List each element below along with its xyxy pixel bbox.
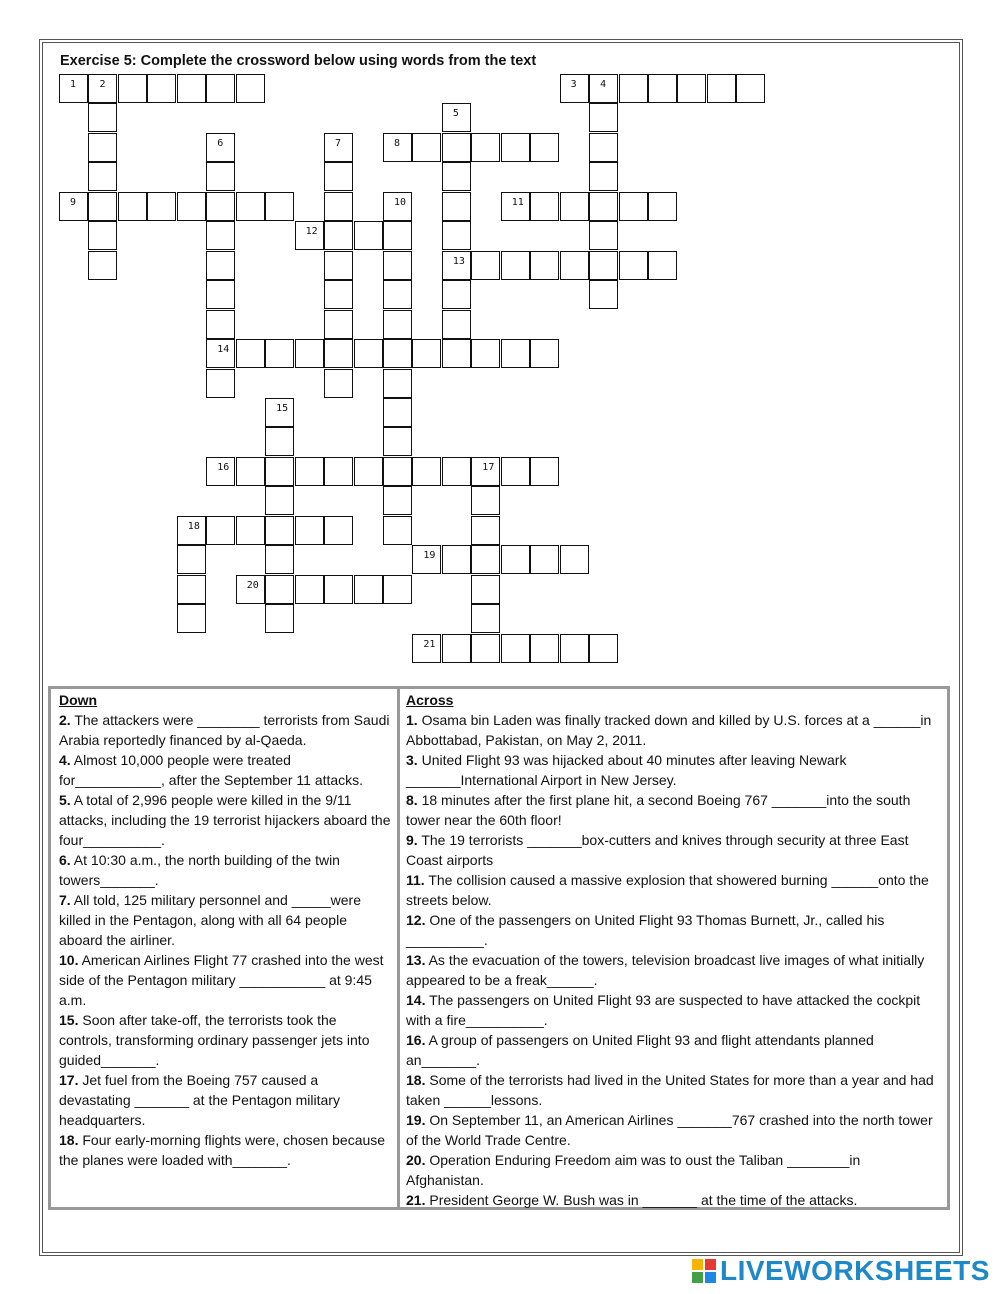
crossword-cell[interactable] bbox=[295, 457, 324, 486]
across-clues bbox=[406, 690, 941, 1210]
crossword-cell[interactable] bbox=[412, 457, 441, 486]
crossword-cell[interactable] bbox=[589, 221, 618, 250]
across-clue bbox=[406, 830, 941, 870]
crossword-cell[interactable] bbox=[177, 545, 206, 574]
crossword-cell[interactable] bbox=[442, 192, 471, 221]
down-clues bbox=[59, 690, 391, 1170]
crossword-cell[interactable] bbox=[206, 74, 235, 103]
across-clue bbox=[406, 870, 941, 910]
crossword-cell[interactable] bbox=[383, 486, 412, 515]
clues-divider bbox=[397, 686, 400, 1210]
crossword-cell[interactable] bbox=[383, 280, 412, 309]
across-clue bbox=[406, 1070, 941, 1110]
clue-text: 18 minutes after the first plane hit, a second Boeing 767 _______into the south tower near the 60th floor! bbox=[406, 792, 911, 828]
crossword-cell[interactable] bbox=[206, 221, 235, 250]
crossword-cell[interactable] bbox=[471, 575, 500, 604]
crossword-cell[interactable] bbox=[354, 457, 383, 486]
clue-text: The collision caused a massive explosion that showered burning ______onto the streets below. bbox=[406, 872, 929, 908]
clue-number: 15 bbox=[276, 402, 289, 414]
clue-text: Soon after take-off, the terrorists took the controls, transforming ordinary passenger jets into guided_______. bbox=[59, 1012, 370, 1068]
clue-label: 21. bbox=[406, 1192, 426, 1208]
crossword-cell[interactable] bbox=[589, 634, 618, 663]
clue-number: 12 bbox=[305, 226, 318, 238]
crossword-cell[interactable] bbox=[736, 74, 765, 103]
crossword-cell[interactable] bbox=[265, 427, 294, 456]
clue-number: 2 bbox=[99, 79, 106, 90]
crossword-cell[interactable] bbox=[471, 486, 500, 515]
crossword-cell[interactable] bbox=[236, 74, 265, 103]
crossword-cell[interactable] bbox=[177, 74, 206, 103]
crossword-cell[interactable] bbox=[324, 516, 353, 545]
crossword-cell[interactable] bbox=[501, 545, 530, 574]
crossword-cell[interactable] bbox=[471, 339, 500, 368]
across-clue bbox=[406, 990, 941, 1030]
crossword-cell[interactable] bbox=[648, 192, 677, 221]
crossword-cell[interactable] bbox=[471, 251, 500, 280]
down-clue bbox=[59, 850, 391, 890]
crossword-cell[interactable] bbox=[383, 251, 412, 280]
logo-square bbox=[705, 1272, 716, 1283]
clue-number: 4 bbox=[600, 79, 607, 90]
crossword-cell[interactable] bbox=[501, 457, 530, 486]
crossword-cell[interactable] bbox=[471, 545, 500, 574]
down-clue bbox=[59, 1010, 391, 1070]
down-clue bbox=[59, 710, 391, 750]
crossword-cell[interactable] bbox=[59, 74, 88, 103]
crossword-cell[interactable] bbox=[589, 162, 618, 191]
clue-text: United Flight 93 was hijacked about 40 minutes after leaving Newark _______International Airport in New Jersey. bbox=[406, 752, 847, 788]
across-clue bbox=[406, 910, 941, 950]
crossword-cell[interactable] bbox=[560, 192, 589, 221]
clue-text: The 19 terrorists _______box-cutters and knives through security at three East Coast airports bbox=[406, 832, 909, 868]
crossword-cell[interactable] bbox=[501, 339, 530, 368]
crossword-cell[interactable] bbox=[295, 516, 324, 545]
crossword-cell[interactable] bbox=[383, 133, 412, 162]
crossword-cell[interactable] bbox=[118, 192, 147, 221]
down-clue bbox=[59, 750, 391, 790]
clue-label: 15. bbox=[59, 1012, 79, 1028]
clue-text: The attackers were ________ terrorists from Saudi Arabia reportedly financed by al-Qaeda. bbox=[59, 712, 390, 748]
crossword-cell[interactable] bbox=[589, 280, 618, 309]
clue-number: 8 bbox=[393, 137, 400, 149]
across-clue bbox=[406, 710, 941, 750]
crossword-cell[interactable] bbox=[236, 339, 265, 368]
clue-text: Some of the terrorists had lived in the United States for more than a year and had taken ______lessons. bbox=[406, 1072, 934, 1108]
logo-square bbox=[705, 1259, 716, 1270]
crossword-cell[interactable] bbox=[324, 221, 353, 250]
crossword-cell[interactable] bbox=[589, 103, 618, 132]
crossword-cell[interactable] bbox=[560, 74, 589, 103]
crossword-cell[interactable] bbox=[265, 604, 294, 633]
crossword-cell[interactable] bbox=[412, 634, 441, 663]
crossword-cell[interactable] bbox=[530, 457, 559, 486]
crossword-cell[interactable] bbox=[354, 221, 383, 250]
crossword-cell[interactable] bbox=[147, 74, 176, 103]
crossword-cell[interactable] bbox=[383, 369, 412, 398]
crossword-cell[interactable] bbox=[383, 339, 412, 368]
across-clue bbox=[406, 1030, 941, 1070]
crossword-cell[interactable] bbox=[619, 74, 648, 103]
crossword-cell[interactable] bbox=[324, 310, 353, 339]
clue-label: 18. bbox=[406, 1072, 426, 1088]
crossword-cell[interactable] bbox=[236, 192, 265, 221]
crossword-cell[interactable] bbox=[383, 516, 412, 545]
crossword-cell[interactable] bbox=[206, 310, 235, 339]
crossword-cell[interactable] bbox=[324, 575, 353, 604]
crossword-cell[interactable] bbox=[619, 251, 648, 280]
crossword-cell[interactable] bbox=[589, 192, 618, 221]
crossword-cell[interactable] bbox=[619, 192, 648, 221]
clue-number: 13 bbox=[452, 255, 465, 267]
clue-number: 6 bbox=[217, 137, 224, 149]
clue-text: On September 11, an American Airlines _______767 crashed into the north tower of the World Trade Centre. bbox=[406, 1112, 933, 1148]
crossword-cell[interactable] bbox=[324, 339, 353, 368]
crossword-cell[interactable] bbox=[442, 634, 471, 663]
crossword-cell[interactable] bbox=[471, 516, 500, 545]
crossword-cell[interactable] bbox=[530, 192, 559, 221]
crossword-cell[interactable] bbox=[530, 133, 559, 162]
clue-number: 9 bbox=[70, 196, 77, 208]
crossword-cell[interactable] bbox=[560, 251, 589, 280]
crossword-cell[interactable] bbox=[442, 103, 471, 132]
crossword-cell[interactable] bbox=[442, 280, 471, 309]
crossword-cell[interactable] bbox=[88, 162, 117, 191]
crossword-cell[interactable] bbox=[383, 427, 412, 456]
crossword-cell[interactable] bbox=[324, 251, 353, 280]
crossword-cell[interactable] bbox=[442, 310, 471, 339]
clue-label: 9. bbox=[406, 832, 418, 848]
clue-number: 16 bbox=[217, 461, 230, 473]
crossword-cell[interactable] bbox=[236, 575, 265, 604]
down-clue bbox=[59, 890, 391, 950]
logo-square bbox=[692, 1272, 703, 1283]
crossword-cell[interactable] bbox=[324, 133, 353, 162]
crossword-cell[interactable] bbox=[442, 545, 471, 574]
clue-text: Osama bin Laden was finally tracked down and killed by U.S. forces at a ______in Abbottabad, Pakistan, on May 2, 2011. bbox=[406, 712, 932, 748]
crossword-cell[interactable] bbox=[177, 516, 206, 545]
clue-label: 10. bbox=[59, 952, 79, 968]
crossword-cell[interactable] bbox=[501, 133, 530, 162]
clue-number: 14 bbox=[217, 344, 230, 356]
clue-label: 18. bbox=[59, 1132, 79, 1148]
clue-label: 14. bbox=[406, 992, 426, 1008]
crossword-cell[interactable] bbox=[295, 221, 324, 250]
clue-number: 1 bbox=[70, 79, 77, 90]
crossword-cell[interactable] bbox=[88, 103, 117, 132]
crossword-cell[interactable] bbox=[295, 339, 324, 368]
crossword-cell[interactable] bbox=[442, 457, 471, 486]
clue-label: 16. bbox=[406, 1032, 426, 1048]
crossword-cell[interactable] bbox=[589, 74, 618, 103]
clue-label: 3. bbox=[406, 752, 418, 768]
clue-text: Operation Enduring Freedom aim was to oust the Taliban ________in Afghanistan. bbox=[406, 1152, 861, 1188]
clue-text: Almost 10,000 people were treated for___________, after the September 11 attacks. bbox=[59, 752, 364, 788]
clue-number: 21 bbox=[423, 638, 436, 650]
crossword-cell[interactable] bbox=[442, 339, 471, 368]
clue-label: 17. bbox=[59, 1072, 79, 1088]
clue-label: 19. bbox=[406, 1112, 426, 1128]
crossword-cell[interactable] bbox=[206, 339, 235, 368]
crossword-cell[interactable] bbox=[59, 192, 88, 221]
clue-text: At 10:30 a.m., the north building of the twin towers_______. bbox=[59, 852, 340, 888]
clue-number: 5 bbox=[452, 108, 459, 120]
crossword-cell[interactable] bbox=[707, 74, 736, 103]
crossword-cell[interactable] bbox=[265, 516, 294, 545]
crossword-cell[interactable] bbox=[589, 133, 618, 162]
crossword-cell[interactable] bbox=[236, 516, 265, 545]
crossword-cell[interactable] bbox=[383, 457, 412, 486]
clue-label: 6. bbox=[59, 852, 71, 868]
crossword-cell[interactable] bbox=[265, 545, 294, 574]
crossword-cell[interactable] bbox=[412, 339, 441, 368]
crossword-cell[interactable] bbox=[471, 604, 500, 633]
clue-number: 18 bbox=[187, 520, 200, 532]
crossword-cell[interactable] bbox=[648, 74, 677, 103]
crossword-cell[interactable] bbox=[324, 369, 353, 398]
crossword-cell[interactable] bbox=[295, 575, 324, 604]
clue-text: Jet fuel from the Boeing 757 caused a devastating _______ at the Pentagon military headquarters. bbox=[59, 1072, 340, 1128]
crossword-cell[interactable] bbox=[354, 339, 383, 368]
crossword-cell[interactable] bbox=[324, 162, 353, 191]
crossword-cell[interactable] bbox=[442, 221, 471, 250]
crossword-cell[interactable] bbox=[324, 280, 353, 309]
clue-label: 8. bbox=[406, 792, 418, 808]
crossword-cell[interactable] bbox=[471, 457, 500, 486]
down-clue-list bbox=[59, 710, 391, 1170]
crossword-cell[interactable] bbox=[88, 221, 117, 250]
crossword-cell[interactable] bbox=[442, 133, 471, 162]
crossword-cell[interactable] bbox=[265, 486, 294, 515]
across-clue bbox=[406, 790, 941, 830]
clue-number: 17 bbox=[482, 461, 495, 473]
clue-label: 5. bbox=[59, 792, 71, 808]
crossword-cell[interactable] bbox=[265, 192, 294, 221]
crossword-cell[interactable] bbox=[383, 398, 412, 427]
clue-label: 20. bbox=[406, 1152, 426, 1168]
down-clue bbox=[59, 790, 391, 850]
clue-number: 7 bbox=[335, 137, 342, 149]
logo-square bbox=[692, 1259, 703, 1270]
exercise-title: Exercise 5: Complete the crossword below using words from the text bbox=[60, 53, 537, 69]
clue-label: 2. bbox=[59, 712, 71, 728]
clue-text: A total of 2,996 people were killed in the 9/11 attacks, including the 19 terrorist hijackers aboard the four__________. bbox=[59, 792, 391, 848]
crossword-cell[interactable] bbox=[560, 634, 589, 663]
crossword-cell[interactable] bbox=[88, 251, 117, 280]
across-clue-list bbox=[406, 710, 941, 1210]
crossword-cell[interactable] bbox=[177, 604, 206, 633]
crossword-cell[interactable] bbox=[206, 457, 235, 486]
crossword-cell[interactable] bbox=[471, 634, 500, 663]
clue-text: All told, 125 military personnel and _____were killed in the Pentagon, along with all 64 people aboard the airliner. bbox=[59, 892, 361, 948]
across-heading: Across bbox=[406, 692, 454, 708]
clue-label: 4. bbox=[59, 752, 71, 768]
crossword-cell[interactable] bbox=[501, 634, 530, 663]
clue-label: 13. bbox=[406, 952, 426, 968]
crossword-cell[interactable] bbox=[206, 162, 235, 191]
crossword-cell[interactable] bbox=[206, 251, 235, 280]
clue-number: 11 bbox=[511, 196, 524, 208]
clue-label: 7. bbox=[59, 892, 71, 908]
crossword-cell[interactable] bbox=[265, 457, 294, 486]
crossword-cell[interactable] bbox=[206, 369, 235, 398]
crossword-cell[interactable] bbox=[88, 192, 117, 221]
crossword-cell[interactable] bbox=[412, 133, 441, 162]
across-clue bbox=[406, 750, 941, 790]
crossword-cell[interactable] bbox=[265, 398, 294, 427]
logo-icon bbox=[692, 1259, 716, 1283]
liveworksheets-logo bbox=[692, 1255, 990, 1287]
crossword-cell[interactable] bbox=[560, 545, 589, 574]
clue-text: A group of passengers on United Flight 93 and flight attendants planned an_______. bbox=[406, 1032, 874, 1068]
crossword-cell[interactable] bbox=[501, 251, 530, 280]
crossword-cell[interactable] bbox=[88, 74, 117, 103]
clue-text: President George W. Bush was in _______ at the time of the attacks. bbox=[425, 1192, 858, 1208]
crossword-cell[interactable] bbox=[206, 192, 235, 221]
crossword-cell[interactable] bbox=[442, 251, 471, 280]
crossword-cell[interactable] bbox=[530, 545, 559, 574]
down-clue bbox=[59, 1070, 391, 1130]
clue-number: 19 bbox=[423, 550, 436, 562]
crossword-cell[interactable] bbox=[530, 339, 559, 368]
crossword-cell[interactable] bbox=[471, 133, 500, 162]
crossword-cell[interactable] bbox=[530, 251, 559, 280]
crossword-cell[interactable] bbox=[177, 192, 206, 221]
clue-text: The passengers on United Flight 93 are suspected to have attacked the cockpit with a fire__________. bbox=[406, 992, 921, 1028]
crossword-cell[interactable] bbox=[265, 339, 294, 368]
clue-number: 20 bbox=[246, 579, 259, 591]
crossword-cell[interactable] bbox=[177, 575, 206, 604]
down-heading: Down bbox=[59, 692, 98, 708]
crossword-cell[interactable] bbox=[648, 251, 677, 280]
crossword-cell[interactable] bbox=[530, 634, 559, 663]
across-clue bbox=[406, 950, 941, 990]
crossword-cell[interactable] bbox=[206, 133, 235, 162]
crossword-cell[interactable] bbox=[265, 575, 294, 604]
logo-text: LIVEWORKSHEETS bbox=[720, 1255, 990, 1286]
clue-text: One of the passengers on United Flight 93 Thomas Burnett, Jr., called his __________. bbox=[406, 912, 885, 948]
across-clue bbox=[406, 1190, 941, 1210]
crossword-cell[interactable] bbox=[236, 457, 265, 486]
clue-number: 10 bbox=[393, 196, 406, 208]
crossword-cell[interactable] bbox=[324, 457, 353, 486]
crossword-cell[interactable] bbox=[206, 516, 235, 545]
crossword-cell[interactable] bbox=[383, 575, 412, 604]
crossword-cell[interactable] bbox=[383, 310, 412, 339]
down-clue bbox=[59, 950, 391, 1010]
crossword-cell[interactable] bbox=[118, 74, 147, 103]
clue-label: 1. bbox=[406, 712, 418, 728]
crossword-cell[interactable] bbox=[677, 74, 706, 103]
down-clue bbox=[59, 1130, 391, 1170]
crossword-cell[interactable] bbox=[354, 575, 383, 604]
clue-text: American Airlines Flight 77 crashed into the west side of the Pentagon military ___________ at 9:45 a.m. bbox=[59, 952, 384, 1008]
crossword-cell[interactable] bbox=[412, 545, 441, 574]
crossword-cell[interactable] bbox=[383, 192, 412, 221]
crossword-cell[interactable] bbox=[147, 192, 176, 221]
clue-label: 12. bbox=[406, 912, 426, 928]
clue-label: 11. bbox=[406, 872, 425, 888]
crossword-cell[interactable] bbox=[589, 251, 618, 280]
crossword-cell[interactable] bbox=[383, 221, 412, 250]
crossword-cell[interactable] bbox=[501, 192, 530, 221]
crossword-cell[interactable] bbox=[442, 162, 471, 191]
crossword-cell[interactable] bbox=[206, 280, 235, 309]
across-clue bbox=[406, 1150, 941, 1190]
crossword-cell[interactable] bbox=[88, 133, 117, 162]
clue-text: As the evacuation of the towers, television broadcast live images of what initially appeared to be a freak______. bbox=[406, 952, 925, 988]
clue-text: Four early-morning flights were, chosen because the planes were loaded with_______. bbox=[59, 1132, 386, 1168]
clue-number: 3 bbox=[570, 79, 577, 90]
crossword-cell[interactable] bbox=[324, 192, 353, 221]
across-clue bbox=[406, 1110, 941, 1150]
